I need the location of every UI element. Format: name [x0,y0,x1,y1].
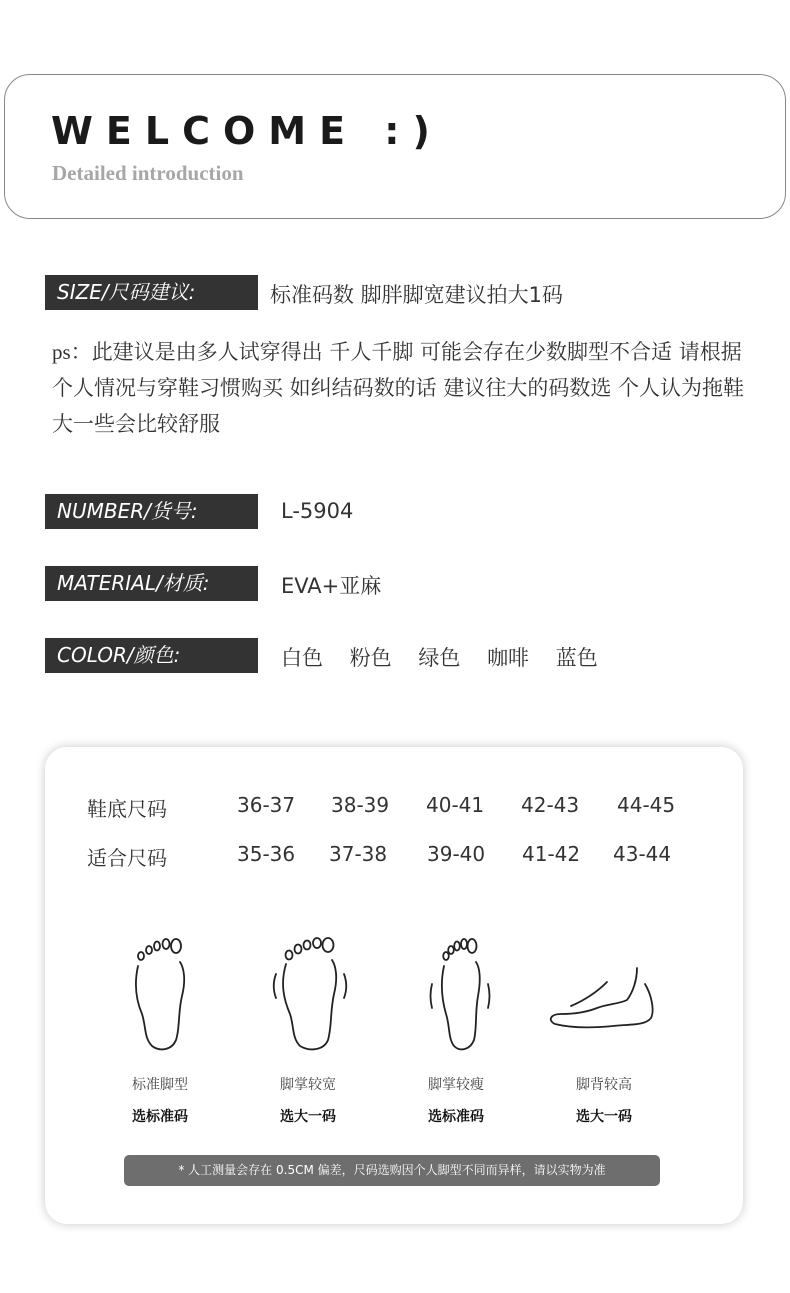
number-value: L-5904 [281,499,354,523]
measurement-disclaimer: * 人工测量会存在 0.5CM 偏差，尺码选购因个人脚型不同而异样，请以实物为准 [124,1155,660,1186]
size-cell: 39-40 [427,842,486,866]
color-label: COLOR/颜色: [45,638,258,673]
foot-advice: 选大一码 [576,1109,632,1125]
foot-caption: 脚背较高 [576,1077,632,1093]
size-cell: 37-38 [329,842,388,866]
material-value: EVA+亚麻 [281,574,382,598]
color-option: 咖啡 [487,646,530,670]
foot-caption: 脚掌较瘦 [428,1077,484,1093]
size-cell: 36-37 [237,793,296,817]
size-cell: 42-43 [521,793,580,817]
size-value: 标准码数 脚胖脚宽建议拍大1码 [270,283,564,307]
foot-caption: 标准脚型 [132,1077,188,1093]
high-arch-foot-icon [541,934,661,1052]
material-label: MATERIAL/材质: [45,566,258,601]
size-cell: 38-39 [331,793,390,817]
wide-foot-icon [270,934,350,1052]
size-cell: 44-45 [617,793,676,817]
size-label: SIZE/尺码建议: [45,275,258,310]
standard-foot-icon [120,934,200,1052]
foot-advice: 选标准码 [428,1109,484,1125]
size-chart-card [45,747,743,1224]
color-option: 绿色 [418,646,461,670]
row-label: 适合尺码 [87,846,167,870]
color-option: 蓝色 [555,646,598,670]
foot-advice: 选大一码 [280,1109,336,1125]
number-label: NUMBER/货号: [45,494,258,529]
row-label: 鞋底尺码 [87,797,167,821]
foot-advice: 选标准码 [132,1109,188,1125]
narrow-foot-icon [420,934,500,1052]
welcome-banner [4,74,786,219]
welcome-title: WELCOME :) [51,109,443,153]
size-cell: 40-41 [426,793,485,817]
welcome-subtitle: Detailed introduction [52,161,244,185]
size-cell: 35-36 [237,842,296,866]
color-options [281,642,618,672]
note-prefix: ps： [52,340,92,364]
color-option: 粉色 [349,646,392,670]
size-cell: 43-44 [613,842,672,866]
foot-caption: 脚掌较宽 [280,1077,336,1093]
size-cell: 41-42 [522,842,581,866]
note-text: 此建议是由多人试穿得出 千人千脚 可能会存在少数脚型不合适 请根据个人情况与穿鞋习惯购买 如纠结码数的话 建议往大的码数选 个人认为拖鞋大一些会比较舒服 [52,340,745,436]
color-option: 白色 [281,646,323,670]
size-note [52,334,762,442]
